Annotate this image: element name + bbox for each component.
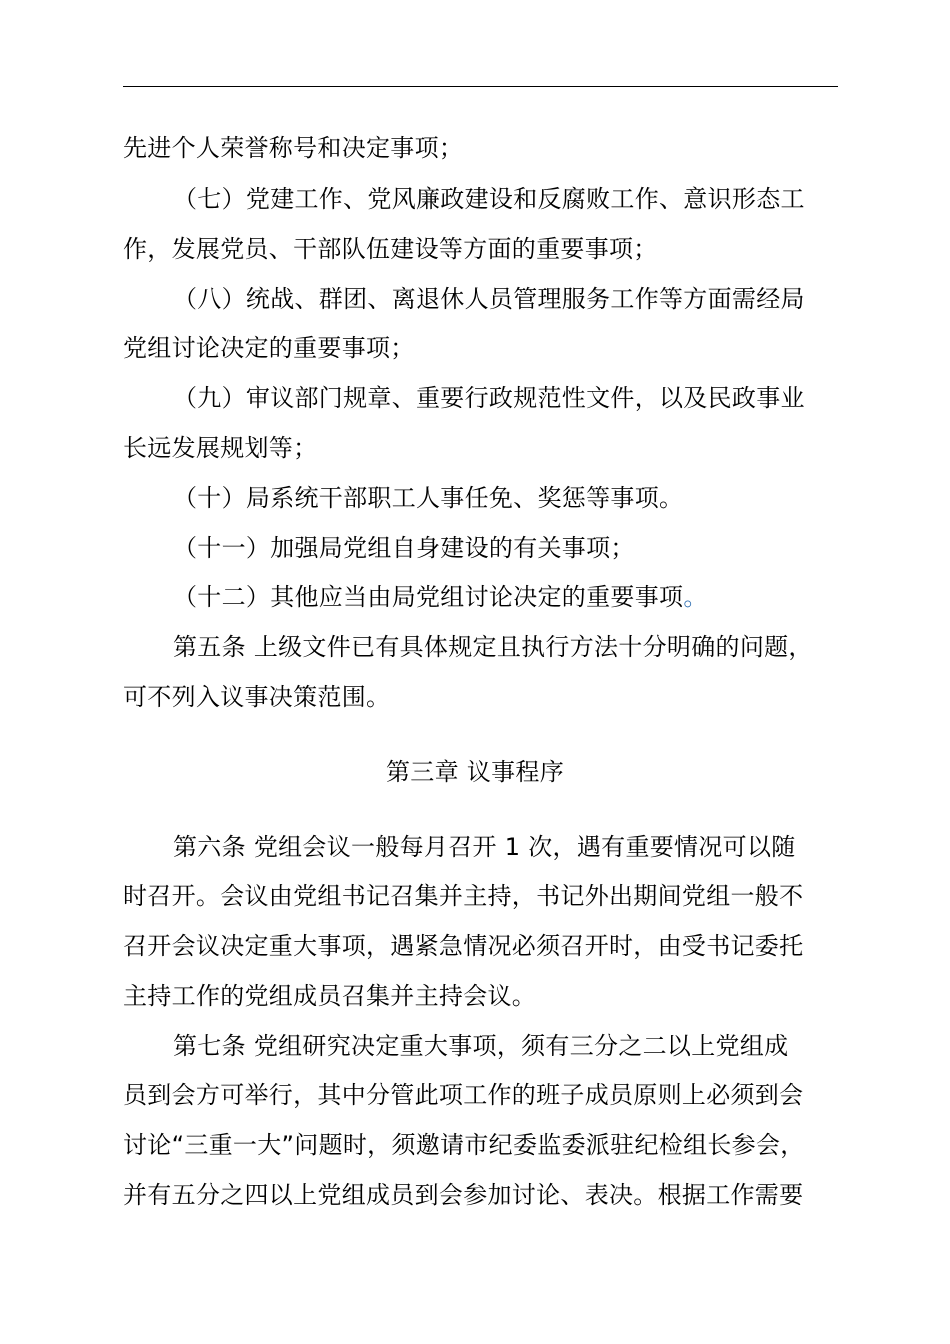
text-line: （八）统战、群团、离退休人员管理服务工作等方面需经局 — [173, 285, 805, 313]
text-line: 第五条 上级文件已有具体规定且执行方法十分明确的问题， — [173, 633, 813, 661]
text-line: 第六条 党组会议一般每月召开 1 次，遇有重要情况可以随 — [173, 833, 796, 861]
text-line: 讨论“三重一大”问题时，须邀请市纪委监委派驻纪检组长参会， — [123, 1131, 805, 1159]
text-line: 召开会议决定重大事项，遇紧急情况必须召开时，由受书记委托 — [123, 932, 804, 960]
text-line: 可不列入议事决策范围。 — [123, 683, 391, 711]
text-line: 作，发展党员、干部队伍建设等方面的重要事项； — [123, 235, 658, 263]
text-line: 第七条 党组研究决定重大事项，须有三分之二以上党组成 — [173, 1032, 789, 1060]
text-line: （七）党建工作、党风廉政建设和反腐败工作、意识形态工 — [173, 185, 805, 213]
chapter-heading: 第三章 议事程序 — [385, 758, 565, 786]
text-line: （十二）其他应当由局党组讨论决定的重要事项 — [173, 583, 684, 611]
text-line: （十一）加强局党组自身建设的有关事项； — [173, 534, 635, 562]
text-line: 主持工作的党组成员召集并主持会议。 — [123, 982, 537, 1010]
text-line-with-mark — [173, 582, 913, 612]
text-line: （九）审议部门规章、重要行政规范性文件，以及民政事业 — [173, 384, 805, 412]
text-line: （十）局系统干部职工人事任免、奖惩等事项。 — [173, 484, 684, 512]
text-line: 并有五分之四以上党组成员到会参加讨论、表决。根据工作需要 — [123, 1181, 804, 1209]
header-rule — [123, 86, 838, 87]
text-line: 党组讨论决定的重要事项； — [123, 334, 415, 362]
cursor-period-mark: 。 — [683, 583, 708, 611]
text-line: 员到会方可举行，其中分管此项工作的班子成员原则上必须到会 — [123, 1081, 804, 1109]
text-line: 长远发展规划等； — [123, 434, 318, 462]
text-line: 先进个人荣誉称号和决定事项； — [123, 134, 464, 162]
text-line: 时召开。会议由党组书记召集并主持，书记外出期间党组一般不 — [123, 882, 804, 910]
